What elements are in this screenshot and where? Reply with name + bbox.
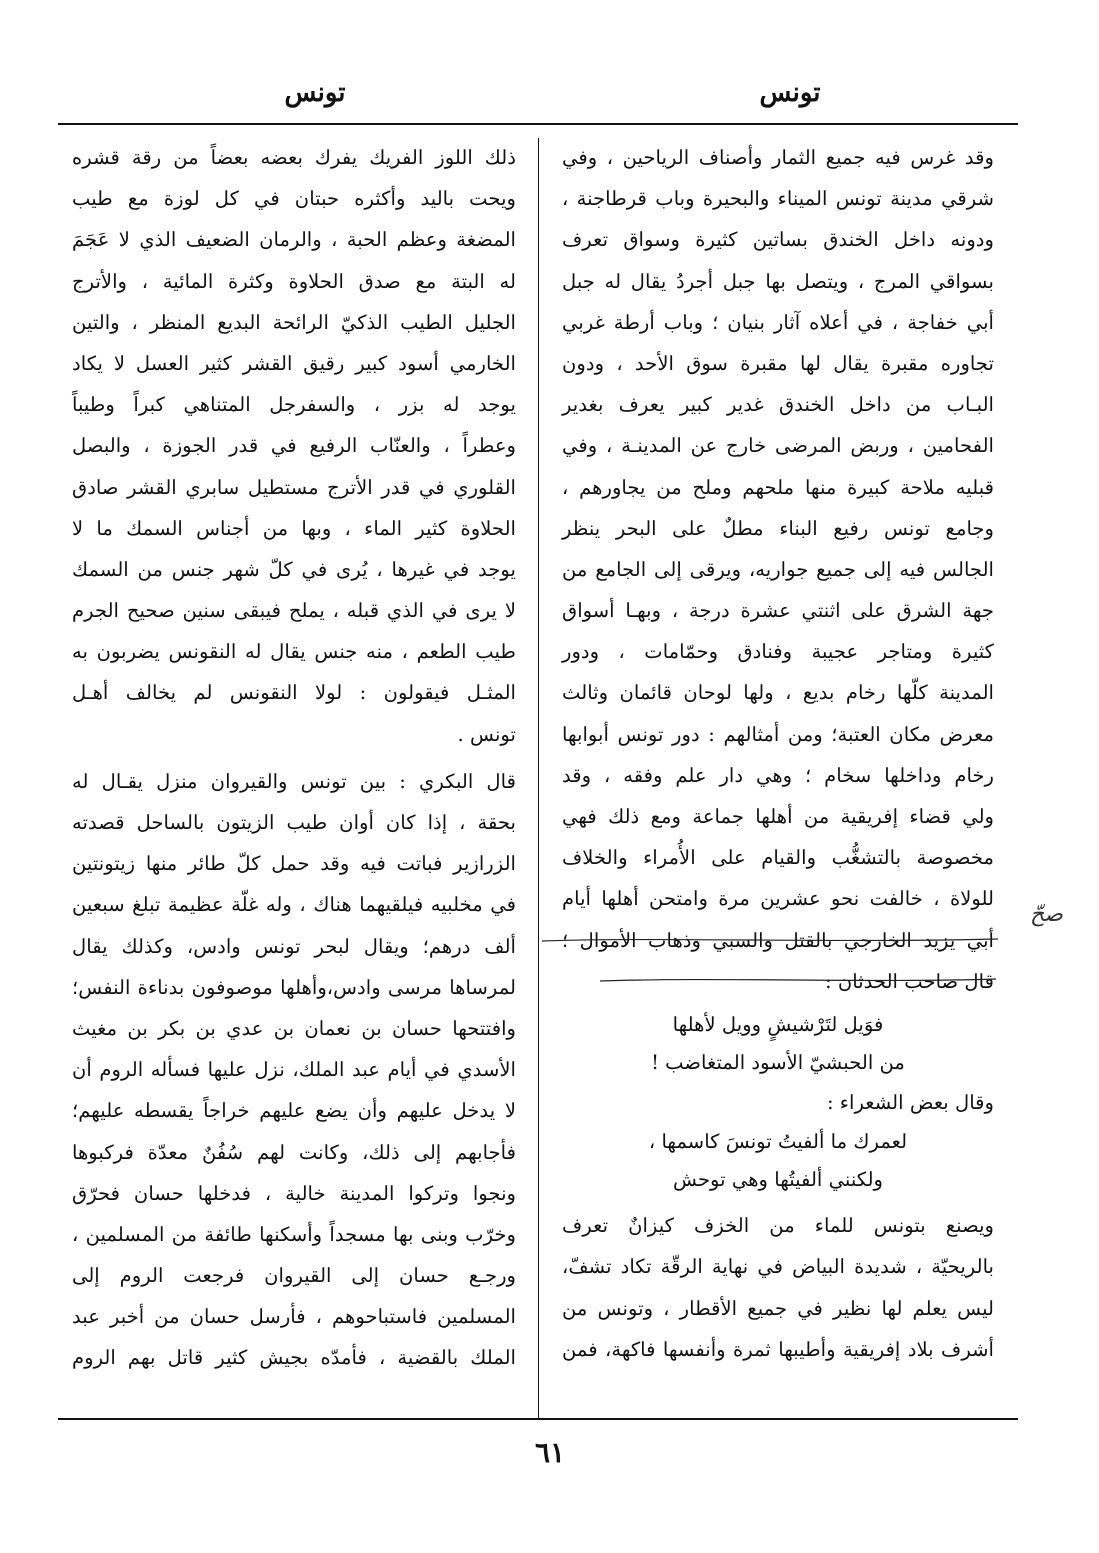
- text-line: أبي خفاجة ، في أعلاه آثار بنيان ؛ وباب أرطة غربي: [562, 310, 994, 334]
- text-line: الحلاوة كثير الماء ، وبها من أجناس السمك ما لا: [72, 516, 516, 540]
- text-line: الملك بالقضية ، فأمدّه بجيش كثير قاتل بهم الروم: [72, 1346, 516, 1370]
- text-line: معرض مكان العتبة؛ ومن أمثالهم : دور تونس أبوابها: [562, 722, 994, 746]
- text-line: تونس .: [457, 722, 516, 746]
- text-line: ذلك اللوز الفريك يفرك بعضه بعضاً من رقة قشره: [72, 146, 516, 169]
- text-line: شرقي مدينة تونس الميناء والبحيرة وباب قرطاجنة ،: [562, 187, 994, 211]
- text-line: الجليل الطيب الذكيّ الرائحة البديع المنظر ، والتين: [72, 310, 516, 334]
- text-line: الفحامين ، وربض المرضى خارج عن المدينـة ، وفي: [562, 434, 994, 458]
- text-line: لا يرى في الذي قبله ، يملح فيبقى سنين صحيح الجرم: [72, 599, 516, 623]
- text-line: البـاب من داخل الخندق غدير كبير يعرف بغدير: [562, 393, 994, 417]
- text-line: قال صاحب الحدثان :: [825, 969, 994, 993]
- page-number: ٦١: [534, 1436, 566, 1469]
- text-line: تجاوره مقبرة يقال لها مقبرة سوق الأحد ، ودون: [562, 351, 994, 375]
- text-line: رخام وداخلها سخام ؛ وهي دار علم وفقه ، وقد: [562, 763, 994, 787]
- text-line: للولاة ، خالفت نحو عشرين مرة وامتحن أهلها أيام: [562, 887, 994, 911]
- text-line: أشرف بلاد إفريقية وأطيبها ثمرة وأنفسها فاكهة، فمن: [562, 1337, 994, 1361]
- text-line: أبي يزيد الخارجي بالقتل والسبي وذهاب الأموال ؛: [562, 928, 994, 952]
- text-line: الجالس فيه إلى جميع جواريه، ويرقى إلى الجامع من: [562, 557, 994, 581]
- margin-annotation: صحّ: [1030, 902, 1063, 927]
- text-line: المدينة كلّها رخام بديع ، ولها لوحان قائمان وثالث: [562, 681, 994, 705]
- text-line: بسواقي المرج ، ويتصل بها جبل أجردُ يقال له جبل: [562, 269, 994, 293]
- text-line: المثـل فيقولون : لولا النقونس لم يخالف أهـل: [72, 681, 516, 705]
- text-line: ولي قضاء إفريقية من أهلها جماعة ومع ذلك فهي: [562, 805, 994, 828]
- handwritten-underline: [540, 937, 1000, 987]
- text-line: كثيرة ومتاجر عجيبة وفنادق وحمّامات ، ودور: [562, 640, 994, 664]
- text-line: له البتة مع صدق الحلاوة وكثرة المائية ، والأترج: [72, 269, 516, 293]
- text-line: وعطراً ، والعنّاب الرفيع في قدر الجوزة ، والبصل: [72, 434, 516, 458]
- right-column: [562, 137, 994, 1370]
- text-line: ورجـع حسان إلى القيروان فرجعت الروم إلى: [72, 1264, 516, 1288]
- verse-line: ولكنني ألفيتُها وهي توحش: [672, 1168, 884, 1192]
- text-line: فأجابهم إلى ذلك، وكانت لهم سُفُنٌ معدّة فركبوها: [72, 1140, 516, 1164]
- running-head-left: تونس: [284, 78, 346, 108]
- text-line: ودونه داخل الخندق بساتين كثيرة وسواق تعرف: [562, 228, 994, 252]
- running-head-right: تونس: [759, 78, 821, 108]
- text-line: بالريحيّة ، شديدة البياض في نهاية الرقّة تكاد تشفّ،: [562, 1255, 994, 1279]
- text-line: المضغة وعظم الحبة ، والرمان الضعيف الذي لا عَجَمَ: [72, 228, 516, 252]
- text-line: ليس يعلم لها نظير في جميع الأقطار ، وتونس من: [562, 1296, 994, 1320]
- text-line: وجامع تونس رفيع البناء مطلٌ على البحر ينظر: [562, 516, 994, 540]
- text-line: ونجوا وتركوا المدينة خالية ، فدخلها حسان فحرّق: [72, 1181, 516, 1205]
- verse-line: فوَيل لتَرْشيشٍ وويل لأهلها: [672, 1012, 884, 1036]
- text-line: وافتتحها حسان بن نعمان بن عدي بن بكر بن مغيث: [72, 1016, 516, 1040]
- text-line: قال البكري : بين تونس والقيروان منزل يقـال له: [72, 769, 516, 793]
- text-line: مخصوصة بالتشغُّب والقيام على الأُمراء والخلاف: [562, 846, 994, 870]
- text-line: وقد غرس فيه جميع الثمار وأصناف الرياحين ، وفي: [562, 146, 994, 169]
- text-line: بحقة ، إذا كان أوان طيب الزيتون بالساحل قصدته: [72, 811, 516, 834]
- text-line: القلوري في قدر الأترج مستطيل سابري القشر صادق: [72, 475, 516, 499]
- text-line: طيب الطعم ، منه جنس يقال له النقونس يضربون به: [72, 640, 516, 664]
- verse-line: من الحبشيّ الأسود المتغاضب !: [651, 1050, 905, 1074]
- text-line: جهة الشرق على اثنتي عشرة درجة ، وبهـا أسواق: [562, 599, 994, 623]
- text-line: الخارمي أسود كبير رقيق القشر كثير العسل لا يكاد: [72, 351, 516, 375]
- text-line: ألف درهم؛ ويقال لبحر تونس وادس، وكذلك يقال: [72, 934, 516, 958]
- text-line: وقال بعض الشعراء :: [826, 1090, 994, 1114]
- text-line: ويحت باليد وأكثره حبتان في كل لوزة مع طيب: [72, 187, 516, 211]
- bottom-rule: [58, 1418, 1018, 1420]
- text-line: ويصنع بتونس للماء من الخزف كيزانٌ تعرف: [562, 1214, 994, 1238]
- text-line: لا يدخل عليهم وأن يضع عليهم خراجاً يقسطه عليهم؛: [72, 1099, 516, 1123]
- text-line: الأسدي في أيام عبد الملك، نزل عليها فسأله الروم أن: [72, 1058, 516, 1082]
- text-line: لمرساها مرسى وادس،وأهلها موصوفون بدناءة النفس؛: [72, 975, 516, 999]
- text-line: الزرازير فباتت فيه وقد حمل كلّ طائر منها زيتونتين: [72, 852, 516, 876]
- top-rule: [58, 123, 1018, 125]
- column-divider: [538, 138, 539, 1420]
- text-line: وخرّب وبنى بها مسجداً وأسكنها طائفة من المسلمين ،: [72, 1222, 516, 1246]
- text-line: المسلمين فاستباحوهم ، فأرسل حسان من أخبر عبد: [72, 1305, 516, 1329]
- text-line: في مخلبيه فيلقيهما هناك ، وله غلّة عظيمة تبلغ سبعين: [72, 893, 516, 917]
- text-line: قبليه ملاحة كبيرة منها ملحهم وملح من يجاورهم ،: [562, 475, 994, 499]
- text-line: يوجد له بزر ، والسفرجل المتناهي كبراً وطيباً: [72, 393, 516, 417]
- left-column: [72, 137, 516, 1379]
- verse-line: لعمرك ما ألفيتُ تونسَ كاسمها ،: [648, 1130, 908, 1154]
- text-line: يوجد في غيرها ، يُرى في كلّ شهر جنس من السمك: [72, 557, 516, 581]
